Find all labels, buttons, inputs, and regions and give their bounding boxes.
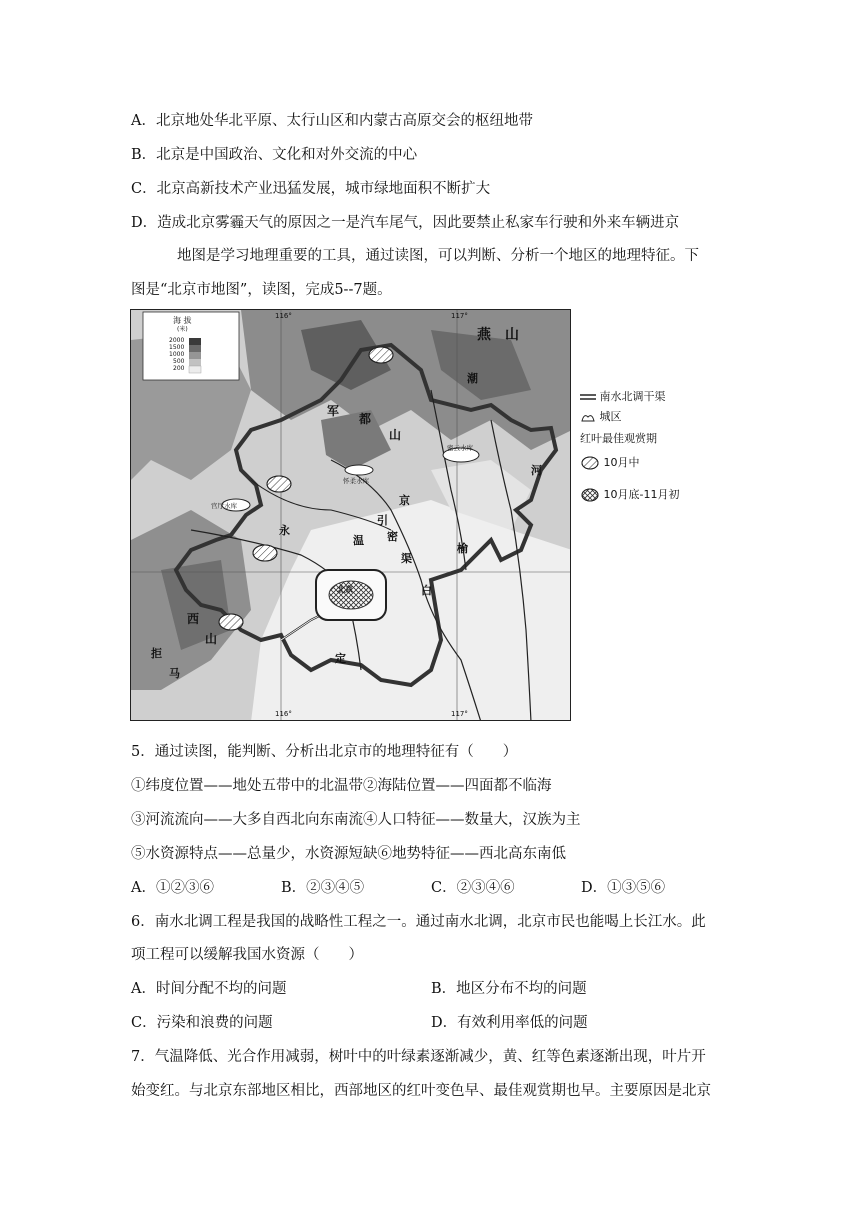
label-yu: 榆 bbox=[457, 542, 468, 555]
q6-stem-line-1: 6．南水北调工程是我国的战略性工程之一。通过南水北调，北京市民也能喝上长江水。此 bbox=[131, 914, 706, 930]
label-yin: 引 bbox=[377, 514, 388, 527]
lon-117-top: 117° bbox=[451, 312, 468, 320]
elev-level-1500: 1500 bbox=[169, 344, 185, 351]
label-yan: 燕 bbox=[477, 327, 491, 343]
q7-stem-line-2: 始变红。与北京东部地区相比，西部地区的红叶变色早、最佳观赏期也早。主要原因是北京 bbox=[131, 1083, 711, 1099]
q5-option-b[interactable]: B．②③④⑤ bbox=[281, 880, 365, 896]
beijing-map bbox=[130, 309, 571, 721]
label-miyun-reservoir: 密云水库 bbox=[447, 444, 473, 452]
label-ju: 拒 bbox=[151, 647, 162, 660]
intro-line-1: 地图是学习地理重要的工具，通过读图，可以判断、分析一个地区的地理特征。下 bbox=[177, 248, 699, 264]
q5-option-a[interactable]: A．①②③⑥ bbox=[131, 880, 214, 896]
label-guanting-reservoir: 官厅水库 bbox=[211, 502, 237, 510]
label-he: 河 bbox=[531, 464, 542, 477]
q6-option-c[interactable]: C．污染和浪费的问题 bbox=[131, 1015, 273, 1031]
elev-level-200: 200 bbox=[173, 365, 185, 372]
legend-urban-label: 城区 bbox=[599, 410, 622, 423]
option-b-prev: B．北京是中国政治、文化和对外交流的中心 bbox=[131, 147, 418, 163]
elev-legend-unit: (米) bbox=[177, 326, 188, 333]
hatch-cross-icon bbox=[580, 488, 600, 502]
label-mountain: 山 bbox=[505, 327, 519, 343]
label-yong: 永 bbox=[279, 524, 290, 537]
option-c-prev: C．北京高新技术产业迅猛发展，城市绿地面积不断扩大 bbox=[131, 181, 491, 197]
elev-level-2000: 2000 bbox=[169, 337, 185, 344]
label-qu: 渠 bbox=[401, 552, 412, 565]
q6-option-b[interactable]: B．地区分布不均的问题 bbox=[431, 981, 587, 997]
label-chao: 潮 bbox=[467, 372, 478, 385]
q5-statements-1: ①纬度位置——地处五带中的北温带②海陆位置——四面都不临海 bbox=[131, 778, 552, 794]
lon-116-bottom: 116° bbox=[275, 710, 292, 718]
q6-stem-line-2: 项工程可以缓解我国水资源（ ） bbox=[131, 947, 363, 963]
lon-116-top: 116° bbox=[275, 312, 292, 320]
q6-option-a[interactable]: A．时间分配不均的问题 bbox=[131, 981, 287, 997]
canal-symbol-icon bbox=[580, 392, 596, 402]
elev-level-500: 500 bbox=[173, 358, 185, 365]
label-ma: 马 bbox=[169, 667, 180, 680]
legend-canal-label: 南水北调干渠 bbox=[599, 390, 666, 403]
label-huairou-reservoir: 怀柔水库 bbox=[343, 477, 369, 485]
label-jun: 军 bbox=[327, 404, 340, 418]
elev-level-1000: 1000 bbox=[169, 351, 185, 358]
q5-stem: 5．通过读图，能判断、分析出北京市的地理特征有（ ） bbox=[131, 744, 518, 760]
legend-late-oct bbox=[580, 486, 679, 502]
q5-option-c[interactable]: C．②③④⑥ bbox=[431, 880, 515, 896]
map-svg bbox=[131, 310, 571, 721]
label-bai: 白 bbox=[421, 584, 432, 597]
label-xishan: 山 bbox=[205, 632, 218, 646]
legend-redleaf-title: 红叶最佳观赏期 bbox=[580, 432, 657, 445]
intro-line-2: 图是“北京市地图”，读图，完成5--7题。 bbox=[131, 282, 392, 298]
label-mi: 密 bbox=[387, 530, 398, 543]
q5-option-d[interactable]: D．①③⑤⑥ bbox=[581, 880, 666, 896]
q5-statements-3: ⑤水资源特点——总量少，水资源短缺⑥地势特征——西北高东南低 bbox=[131, 846, 566, 862]
urban-symbol-icon bbox=[580, 411, 596, 423]
label-xi: 西 bbox=[187, 612, 200, 626]
option-a-prev: A．北京地处华北平原、太行山区和内蒙古高原交会的枢纽地带 bbox=[131, 113, 533, 129]
label-wen: 温 bbox=[353, 534, 364, 547]
legend-mid-oct-label: 10月中 bbox=[603, 456, 640, 469]
q6-option-d[interactable]: D．有效利用率低的问题 bbox=[431, 1015, 588, 1031]
label-shan: 山 bbox=[389, 428, 402, 442]
q7-stem-line-1: 7．气温降低、光合作用减弱，树叶中的叶绿素逐渐减少，黄、红等色素逐渐出现，叶片开 bbox=[131, 1049, 706, 1065]
option-d-prev: D．造成北京雾霾天气的原因之一是汽车尾气，因此要禁止私家车行驶和外来车辆进京 bbox=[131, 215, 680, 231]
label-beijing: 北京 bbox=[337, 585, 353, 594]
label-jing: 京 bbox=[399, 494, 410, 507]
label-du: 都 bbox=[359, 412, 372, 426]
label-ding: 定 bbox=[335, 652, 346, 665]
elev-legend-title: 海 拔 bbox=[173, 316, 192, 325]
legend-urban bbox=[580, 408, 622, 424]
legend-canal bbox=[580, 388, 666, 404]
legend-mid-oct bbox=[580, 454, 640, 470]
q5-statements-2: ③河流流向——大多自西北向东南流④人口特征——数量大，汉族为主 bbox=[131, 812, 581, 828]
legend-late-oct-label: 10月底-11月初 bbox=[603, 488, 680, 501]
hatch-single-icon bbox=[580, 456, 600, 470]
lon-117-bottom: 117° bbox=[451, 710, 468, 718]
